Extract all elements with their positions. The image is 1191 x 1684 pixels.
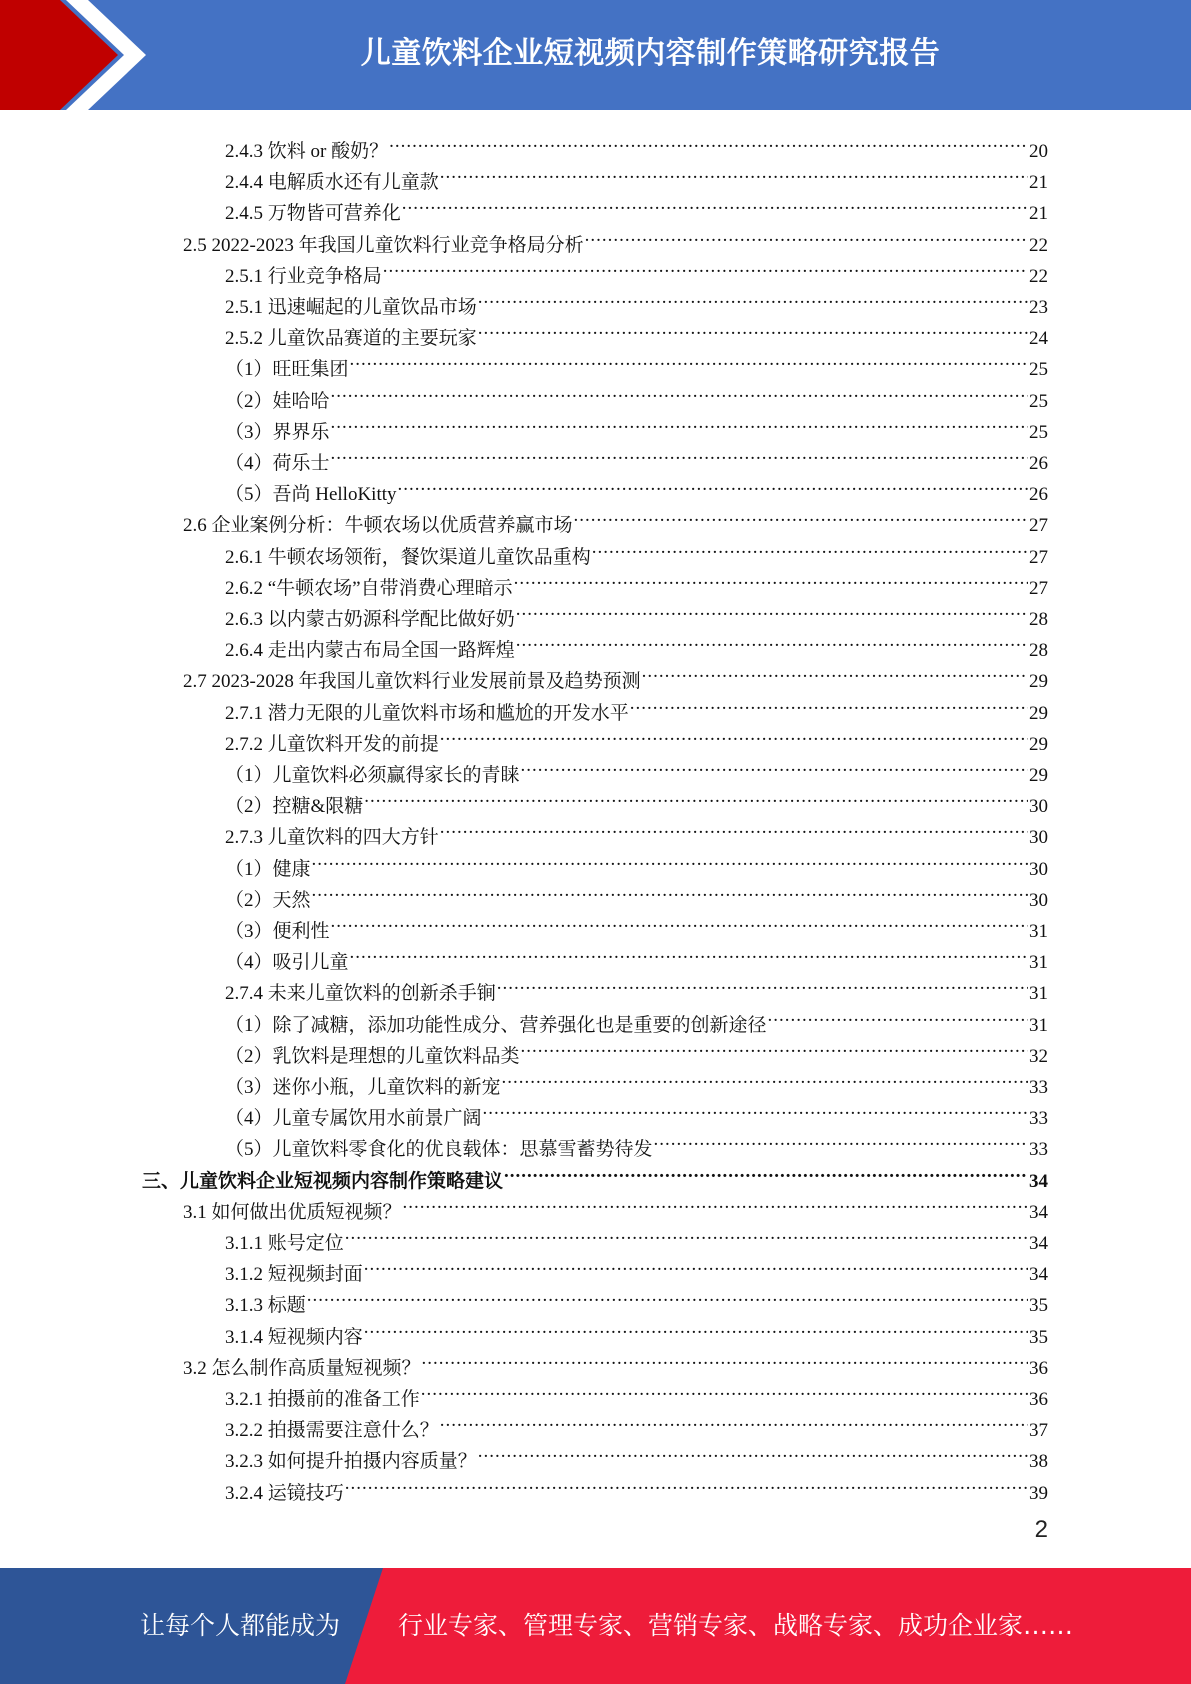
toc-entry[interactable] <box>225 845 1048 880</box>
toc-entry-page: 21 <box>1029 172 1048 194</box>
toc-leader-dots <box>630 689 1028 719</box>
toc-leader-dots <box>440 158 1028 188</box>
toc-entry-title: （3）界界乐 <box>225 421 330 443</box>
toc-entry-title: 2.6.4 走出内蒙古布局全国一路辉煌 <box>225 640 515 662</box>
toc-leader-dots <box>504 1157 1028 1187</box>
toc-entry-page: 32 <box>1029 1045 1048 1067</box>
report-title: 儿童饮料企业短视频内容制作策略研究报告 <box>360 36 941 71</box>
toc-entry-title: （4）荷乐士 <box>225 453 330 474</box>
toc-entry-title: （5）儿童饮料零食化的优良载体：思慕雪蓄势待发 <box>225 1139 653 1161</box>
toc-entry-page: 26 <box>1029 484 1048 506</box>
toc-entry-page: 35 <box>1029 1295 1048 1317</box>
toc-entry-title: 2.7.3 儿童饮料的四大方针 <box>225 827 439 849</box>
toc-entry[interactable] <box>225 595 1048 630</box>
footer-slogan-right: 行业专家、管理专家、营销专家、战略专家、成功企业家…… <box>398 1611 1074 1640</box>
red-arrow-icon <box>0 0 160 110</box>
toc-entry-title: 2.7.2 儿童饮料开发的前提 <box>225 733 439 755</box>
toc-entry-title: 3.2.1 拍摄前的准备工作 <box>225 1389 420 1410</box>
toc-entry[interactable] <box>225 283 1048 318</box>
toc-entry[interactable] <box>142 1157 1048 1192</box>
toc-entry-title: 3.1 如何做出优质短视频？ <box>183 1201 402 1223</box>
toc-entry-title: 3.2.4 运镜技巧 <box>225 1482 344 1504</box>
toc-entry-page: 34 <box>1029 1170 1048 1192</box>
toc-entry[interactable] <box>225 751 1048 786</box>
toc-leader-dots <box>331 377 1028 407</box>
toc-entry-title: 2.7 2023-2028 年我国儿童饮料行业发展前景及趋势预测 <box>183 671 641 693</box>
toc-entry[interactable] <box>225 127 1048 162</box>
toc-entry-page: 34 <box>1029 1264 1048 1286</box>
toc-leader-dots <box>642 657 1028 687</box>
toc-entry-page: 28 <box>1029 640 1048 662</box>
toc-entry-page: 36 <box>1029 1389 1048 1410</box>
toc-entry[interactable] <box>225 938 1048 974</box>
toc-entry-page: 20 <box>1029 141 1048 162</box>
toc-entry[interactable] <box>225 1250 1048 1286</box>
toc-entry[interactable] <box>225 377 1048 412</box>
footer-slogan-left: 让每个人都能成为 <box>140 1611 341 1640</box>
toc-entry-page: 31 <box>1029 921 1048 942</box>
toc-leader-dots <box>403 1188 1028 1218</box>
toc-entry-title: 3.1.2 短视频封面 <box>225 1264 363 1286</box>
toc-entry[interactable] <box>225 345 1048 381</box>
toc-leader-dots <box>307 1281 1028 1311</box>
toc-entry[interactable] <box>225 689 1048 724</box>
toc-entry-title: 3.1.1 账号定位 <box>225 1233 344 1254</box>
toc-leader-dots <box>364 1313 1028 1343</box>
page-footer <box>0 1568 1191 1684</box>
toc-entry[interactable] <box>225 720 1048 755</box>
toc-entry-page: 38 <box>1029 1451 1048 1473</box>
toc-entry-page: 25 <box>1029 421 1048 443</box>
toc-entry-page: 21 <box>1029 203 1048 225</box>
toc-entry-page: 27 <box>1029 546 1048 568</box>
toc-entry[interactable] <box>183 1188 1048 1223</box>
toc-entry-page: 29 <box>1029 765 1048 786</box>
toc-entry-title: （4）吸引儿童 <box>225 952 349 974</box>
toc-leader-dots <box>516 626 1028 656</box>
toc-entry-page: 36 <box>1029 1357 1048 1379</box>
toc-entry[interactable] <box>225 1406 1048 1442</box>
toc-entry-page: 25 <box>1029 390 1048 412</box>
toc-entry-page: 31 <box>1029 983 1048 1005</box>
toc-entry-title: 2.7.1 潜力无限的儿童饮料市场和尴尬的开发水平 <box>225 702 629 724</box>
toc-leader-dots <box>331 408 1028 438</box>
toc-entry-page: 31 <box>1029 1014 1048 1036</box>
toc-entry[interactable] <box>225 1219 1048 1254</box>
toc-entry-title: （4）儿童专属饮用水前景广阔 <box>225 1108 482 1130</box>
toc-entry-title: 2.7.4 未来儿童饮料的创新杀手锏 <box>225 983 496 1005</box>
toc-leader-dots <box>521 1032 1028 1062</box>
toc-leader-dots <box>364 1250 1028 1280</box>
toc-entry-title: 2.4.4 电解质水还有儿童款 <box>225 172 439 194</box>
toc-leader-dots <box>422 1344 1028 1374</box>
toc-entry-title: 2.6.1 牛顿农场领衔，餐饮渠道儿童饮品重构 <box>225 546 591 568</box>
toc-leader-dots <box>350 938 1028 968</box>
toc-entry[interactable] <box>225 1125 1048 1161</box>
toc-leader-dots <box>312 876 1028 906</box>
toc-entry-title: 2.6.3 以内蒙古奶源科学配比做好奶 <box>225 609 515 630</box>
toc-entry[interactable] <box>225 1313 1048 1348</box>
toc-entry[interactable] <box>183 221 1048 256</box>
toc-entry[interactable] <box>225 626 1048 662</box>
toc-leader-dots <box>312 845 1028 875</box>
toc-leader-dots <box>574 501 1028 531</box>
toc-leader-dots <box>440 1406 1028 1436</box>
toc-entry-title: 2.5.1 迅速崛起的儿童饮品市场 <box>225 297 477 318</box>
toc-entry[interactable] <box>225 470 1048 506</box>
toc-leader-dots <box>585 221 1028 251</box>
toc-entry-title: （1）除了减糖，添加功能性成分、营养强化也是重要的创新途径 <box>225 1014 767 1036</box>
toc-entry-title: 2.6.2 “牛顿农场”自带消费心理暗示 <box>225 577 513 599</box>
toc-entry-title: 三、儿童饮料企业短视频内容制作策略建议 <box>142 1170 504 1192</box>
toc-entry[interactable] <box>225 969 1048 1005</box>
toc-leader-dots <box>654 1125 1028 1155</box>
toc-entry[interactable] <box>225 533 1048 568</box>
toc-entry-page: 30 <box>1029 889 1048 911</box>
toc-entry[interactable] <box>183 501 1048 537</box>
toc-leader-dots <box>331 907 1028 937</box>
toc-entry-page: 30 <box>1029 796 1048 818</box>
toc-leader-dots <box>516 595 1028 625</box>
toc-entry-page: 33 <box>1029 1108 1048 1130</box>
toc-leader-dots <box>592 533 1028 563</box>
toc-leader-dots <box>421 1375 1028 1405</box>
toc-entry[interactable] <box>225 1032 1048 1067</box>
toc-entry-page: 22 <box>1029 234 1048 256</box>
toc-entry[interactable] <box>225 813 1048 849</box>
toc-entry[interactable] <box>225 189 1048 225</box>
toc-entry[interactable] <box>183 657 1048 693</box>
toc-entry-title: 2.5.1 行业竞争格局 <box>225 265 382 287</box>
toc-entry[interactable] <box>183 1344 1048 1379</box>
toc-entry-title: 3.2.3 如何提升拍摄内容质量？ <box>225 1451 477 1473</box>
toc-entry[interactable] <box>225 782 1048 818</box>
toc-entry-page: 30 <box>1029 827 1048 849</box>
toc-entry[interactable] <box>225 564 1048 599</box>
toc-leader-dots <box>383 252 1028 282</box>
toc-entry[interactable] <box>225 1094 1048 1130</box>
toc-entry-page: 34 <box>1029 1201 1048 1223</box>
toc-leader-dots <box>345 1469 1028 1499</box>
toc-entry-page: 29 <box>1029 702 1048 724</box>
toc-entry[interactable] <box>225 1281 1048 1317</box>
toc-entry-page: 26 <box>1029 453 1048 474</box>
toc-entry-page: 29 <box>1029 671 1048 693</box>
toc-entry-title: （5）吾尚 HelloKitty <box>225 484 397 506</box>
toc-entry-page: 23 <box>1029 297 1048 318</box>
toc-entry-title: 2.5 2022-2023 年我国儿童饮料行业竞争格局分析 <box>183 234 584 256</box>
toc-entry-title: 2.6 企业案例分析：牛顿农场以优质营养赢市场 <box>183 515 573 537</box>
toc-entry[interactable] <box>225 158 1048 194</box>
toc-entry-page: 30 <box>1029 858 1048 880</box>
toc-leader-dots <box>478 314 1028 344</box>
toc-leader-dots <box>440 813 1028 843</box>
toc-entry-title: 3.2.2 拍摄需要注意什么？ <box>225 1420 439 1442</box>
toc-entry-page: 29 <box>1029 733 1048 755</box>
toc-entry-title: （2）控糖&限糖 <box>225 796 364 818</box>
toc-leader-dots <box>502 1063 1028 1093</box>
toc-entry-title: 2.4.5 万物皆可营养化 <box>225 203 401 225</box>
toc-entry-page: 22 <box>1029 265 1048 287</box>
toc-leader-dots <box>331 439 1028 469</box>
toc-entry[interactable] <box>225 252 1048 287</box>
toc-entry-title: 3.2 怎么制作高质量短视频？ <box>183 1357 421 1379</box>
toc-entry-title: （1）旺旺集团 <box>225 359 349 381</box>
page-number: 2 <box>1034 1516 1048 1543</box>
toc-leader-dots <box>389 127 1028 157</box>
toc-entry-page: 24 <box>1029 328 1048 350</box>
toc-leader-dots <box>483 1094 1028 1124</box>
toc-entry-page: 27 <box>1029 577 1048 599</box>
toc-entry-title: （2）乳饮料是理想的儿童饮料品类 <box>225 1045 520 1067</box>
toc-entry-title: （1）健康 <box>225 858 311 880</box>
toc-leader-dots <box>521 751 1028 781</box>
toc-entry-title: （2）娃哈哈 <box>225 390 330 412</box>
toc-entry[interactable] <box>225 314 1048 350</box>
toc-entry-page: 34 <box>1029 1233 1048 1254</box>
toc-entry[interactable] <box>225 1437 1048 1473</box>
toc-entry[interactable] <box>225 439 1048 474</box>
toc-entry-page: 27 <box>1029 515 1048 537</box>
toc-entry-title: 3.1.4 短视频内容 <box>225 1326 363 1348</box>
toc-leader-dots <box>478 283 1028 313</box>
toc-entry[interactable] <box>225 1375 1048 1410</box>
toc-entry-title: 3.1.3 标题 <box>225 1295 306 1317</box>
toc-entry-page: 28 <box>1029 609 1048 630</box>
toc-entry-page: 25 <box>1029 359 1048 381</box>
toc-leader-dots <box>514 564 1028 594</box>
toc-leader-dots <box>364 782 1028 812</box>
toc-entry-page: 39 <box>1029 1482 1048 1504</box>
toc-entry-page: 31 <box>1029 952 1048 974</box>
toc-entry-title: （1）儿童饮料必须赢得家长的青睐 <box>225 765 520 786</box>
page-header <box>0 0 1191 110</box>
toc-leader-dots <box>440 720 1028 750</box>
toc-entry-title: （3）便利性 <box>225 921 330 942</box>
toc-entry[interactable] <box>225 1063 1048 1098</box>
toc-entry[interactable] <box>225 1469 1048 1504</box>
toc-entry-page: 33 <box>1029 1077 1048 1098</box>
toc-entry[interactable] <box>225 1001 1048 1036</box>
toc-entry-page: 37 <box>1029 1420 1048 1442</box>
toc-entry-page: 35 <box>1029 1326 1048 1348</box>
toc-leader-dots <box>478 1437 1028 1467</box>
toc-leader-dots <box>345 1219 1028 1249</box>
toc-entry[interactable] <box>225 408 1048 443</box>
toc-entry-title: （2）天然 <box>225 889 311 911</box>
toc-entry[interactable] <box>225 907 1048 942</box>
toc-leader-dots <box>497 969 1028 999</box>
toc-leader-dots <box>398 470 1028 500</box>
toc-entry-title: （3）迷你小瓶，儿童饮料的新宠 <box>225 1077 501 1098</box>
toc-entry-title: 2.4.3 饮料 or 酸奶？ <box>225 141 389 162</box>
toc-leader-dots <box>768 1001 1028 1031</box>
toc-leader-dots <box>402 189 1028 219</box>
toc-leader-dots <box>350 345 1028 375</box>
toc-entry-page: 33 <box>1029 1139 1048 1161</box>
toc-entry[interactable] <box>225 876 1048 911</box>
toc-entry-title: 2.5.2 儿童饮品赛道的主要玩家 <box>225 328 477 350</box>
